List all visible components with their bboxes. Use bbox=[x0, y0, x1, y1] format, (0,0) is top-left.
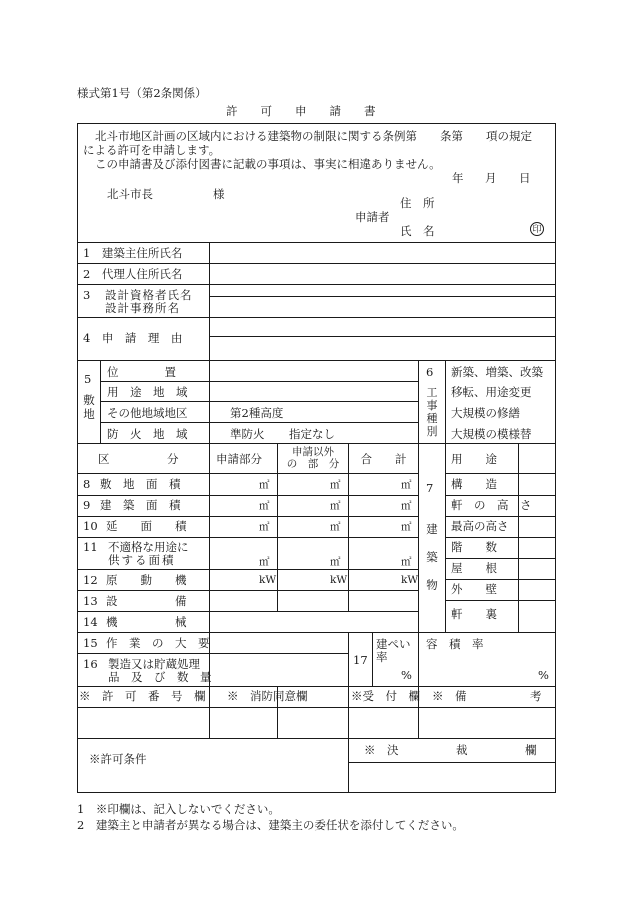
site-no: 5 bbox=[84, 372, 92, 386]
building-roof: 屋 根 bbox=[451, 561, 497, 575]
site-other-district: その他地域地区 bbox=[107, 406, 188, 420]
row-12-unit-3: kW bbox=[401, 574, 419, 586]
row-11-unit-1: ㎡ bbox=[259, 556, 270, 568]
header-applied: 申請部分 bbox=[216, 452, 262, 466]
row-11-no: 11 bbox=[83, 540, 98, 554]
row-10-no: 10 bbox=[83, 519, 98, 533]
site-section-label: 敷地 bbox=[83, 393, 95, 421]
row-11-unit-3: ㎡ bbox=[401, 556, 412, 568]
row-16-label-1: 製造又は貯蔵処理 bbox=[108, 657, 200, 671]
intro-line-1: 北斗市地区計画の区域内における建築物の制限に関する条例第 条第 項の規定 bbox=[95, 129, 532, 143]
row-9-unit-3: ㎡ bbox=[401, 500, 412, 512]
row-16-label-2: 品 及 び 数 量 bbox=[108, 670, 212, 684]
address-label: 住 所 bbox=[400, 196, 435, 210]
row-10-unit-1: ㎡ bbox=[259, 521, 270, 533]
form-title: 許 可 申 請 書 bbox=[226, 104, 376, 118]
row-8-no: 8 bbox=[83, 477, 91, 491]
site-other-district-value: 第2種高度 bbox=[230, 406, 284, 420]
building-outer-wall: 外 壁 bbox=[451, 582, 497, 596]
agent-label: 2 代理人住所氏名 bbox=[83, 267, 183, 281]
row-12-no: 12 bbox=[83, 573, 98, 587]
row-9-label: 建 築 面 積 bbox=[100, 498, 181, 512]
site-use-district: 用 途 地 域 bbox=[107, 385, 188, 399]
coverage-label-2: 率 bbox=[376, 650, 388, 664]
row-12-unit-1: kW bbox=[259, 574, 277, 586]
site-position: 位 置 bbox=[107, 365, 176, 379]
reception-box: ※受 付 欄 bbox=[351, 689, 420, 703]
building-no: 7 bbox=[426, 481, 434, 495]
work-type-option-2: 移転、用途変更 bbox=[451, 385, 532, 399]
permit-number-box: ※ 許 可 番 号 欄 bbox=[79, 689, 206, 703]
row-11-label-2: 供する面積 bbox=[108, 553, 176, 567]
row-13-no: 13 bbox=[83, 594, 98, 608]
coverage-label-1: 建ぺい bbox=[376, 637, 411, 651]
row-9-unit-2: ㎡ bbox=[330, 500, 341, 512]
row-11-label-1: 不適格な用途に bbox=[108, 540, 189, 554]
building-label: 建築物 bbox=[426, 522, 438, 592]
coverage-percent: % bbox=[401, 668, 412, 682]
row-8-label: 敷 地 面 積 bbox=[100, 477, 181, 491]
intro-line-2: による許可を申請します。 bbox=[83, 143, 221, 157]
date-year: 年 bbox=[452, 171, 464, 185]
building-floors: 階 数 bbox=[451, 540, 497, 554]
row-12-label: 原 動 機 bbox=[106, 573, 187, 587]
building-eaves-height: 軒 の 高 さ bbox=[451, 498, 532, 512]
ratio-no: 17 bbox=[353, 653, 368, 667]
row-10-unit-2: ㎡ bbox=[330, 521, 341, 533]
row-13-label: 設 備 bbox=[106, 594, 187, 608]
addressee: 北斗市長 bbox=[107, 187, 153, 201]
work-type-option-1: 新築、増築、改築 bbox=[451, 365, 543, 379]
row-9-no: 9 bbox=[83, 498, 91, 512]
row-14-no: 14 bbox=[83, 615, 98, 629]
building-max-height: 最高の高さ bbox=[451, 519, 509, 533]
floor-area-ratio-label: 容 積 率 bbox=[426, 637, 484, 651]
row-16-no: 16 bbox=[83, 657, 98, 671]
row-15-label: 作 業 の 大 要 bbox=[106, 636, 210, 650]
header-total: 合 計 bbox=[360, 452, 407, 466]
row-9-unit-1: ㎡ bbox=[259, 500, 270, 512]
fire-consent-box: ※ 消防同意欄 bbox=[227, 689, 308, 703]
row-15-no: 15 bbox=[83, 636, 98, 650]
header-section: 区 分 bbox=[98, 452, 179, 466]
permit-conditions: ※許可条件 bbox=[89, 752, 147, 766]
intro-line-3: この申請書及び添付図書に記載の事項は、事実に相違ありません。 bbox=[95, 157, 441, 171]
row-8-unit-3: ㎡ bbox=[401, 479, 412, 491]
form-number: 様式第1号（第2条関係） bbox=[77, 86, 207, 100]
row-10-unit-3: ㎡ bbox=[401, 521, 412, 533]
row-14-label: 機 械 bbox=[106, 615, 187, 629]
reason-label: 4 申 請 理 由 bbox=[83, 331, 183, 345]
date-day: 日 bbox=[519, 171, 531, 185]
building-use: 用 途 bbox=[451, 452, 497, 466]
honorific: 様 bbox=[213, 187, 225, 201]
seal-mark: 印 bbox=[530, 222, 544, 236]
building-structure: 構 造 bbox=[451, 477, 497, 491]
work-type-option-3: 大規模の修繕 bbox=[451, 406, 520, 420]
fire-value-2: 指定なし bbox=[289, 427, 335, 441]
row-11-unit-2: ㎡ bbox=[330, 556, 341, 568]
row-12-unit-2: kW bbox=[330, 574, 348, 586]
applicant-label: 申請者 bbox=[355, 210, 390, 224]
row-10-label: 延 面 積 bbox=[106, 519, 187, 533]
designer-no: 3 bbox=[83, 288, 91, 302]
remarks-box: ※ 備 bbox=[432, 689, 467, 703]
building-eaves-soffit: 軒 裏 bbox=[451, 607, 497, 621]
row-8-unit-1: ㎡ bbox=[259, 479, 270, 491]
note-1: 1 ※印欄は、記入しないでください。 bbox=[77, 802, 280, 816]
name-label: 氏 名 bbox=[400, 224, 435, 238]
designer-label-1: 設計資格者氏名 bbox=[105, 288, 193, 302]
fire-value-1: 準防火 bbox=[230, 427, 265, 441]
owner-label: 1 建築主住所氏名 bbox=[83, 246, 183, 260]
designer-label-2: 設計事務所名 bbox=[105, 301, 180, 315]
decision-box: ※ 決 裁 欄 bbox=[364, 743, 537, 757]
header-other-2: の 部 分 bbox=[286, 458, 340, 470]
work-type-option-4: 大規模の模様替 bbox=[451, 427, 532, 441]
row-8-unit-2: ㎡ bbox=[330, 479, 341, 491]
date-month: 月 bbox=[485, 171, 497, 185]
note-2: 2 建築主と申請者が異なる場合は、建築主の委任状を添付してください。 bbox=[77, 818, 464, 832]
remarks-box-end: 考 bbox=[530, 689, 542, 703]
work-type-label: 工事種別 bbox=[426, 386, 438, 438]
site-fire-district: 防 火 地 域 bbox=[107, 427, 188, 441]
header-other-1: 申請以外 bbox=[292, 446, 334, 458]
floor-area-ratio-percent: % bbox=[538, 668, 549, 682]
work-type-no: 6 bbox=[426, 365, 434, 379]
